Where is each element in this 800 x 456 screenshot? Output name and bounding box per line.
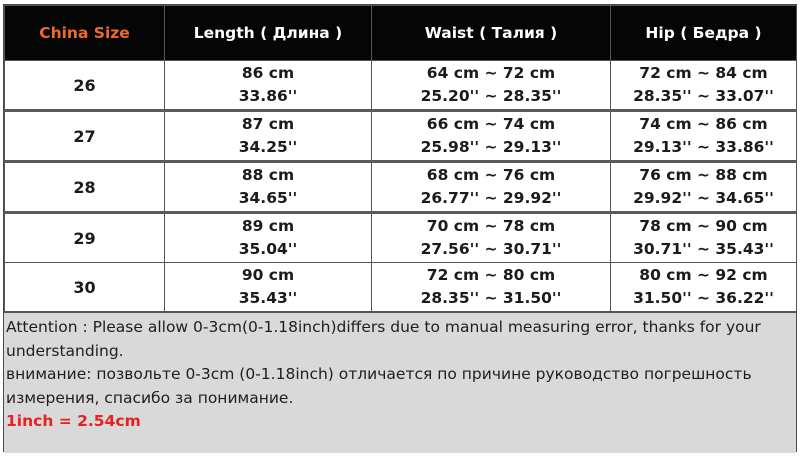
- header-hip: Hip ( Бедра ): [611, 6, 797, 61]
- hip-cm: 78 cm ~ 90 cm: [639, 217, 768, 235]
- header-row: [5, 6, 797, 61]
- hip-inch: 30.71'' ~ 35.43'': [633, 240, 774, 258]
- length-inch: 35.04'': [238, 240, 298, 258]
- hip-inch: 29.13'' ~ 33.86'': [633, 138, 774, 156]
- header-china-size: China Size: [5, 6, 165, 61]
- hip-cell: [611, 61, 797, 111]
- waist-cell: [372, 61, 611, 111]
- hip-cell: [611, 213, 797, 263]
- size-chart: [3, 4, 797, 452]
- waist-cell: [372, 111, 611, 162]
- length-inch: 34.65'': [238, 189, 298, 207]
- size-cell: 27: [5, 111, 165, 162]
- size-cell: 26: [5, 61, 165, 111]
- length-cell: [165, 61, 372, 111]
- hip-cell: [611, 111, 797, 162]
- length-inch: 34.25'': [238, 138, 298, 156]
- waist-cm: 68 cm ~ 76 cm: [426, 166, 556, 184]
- notes-panel: [4, 312, 796, 453]
- waist-inch: 28.35'' ~ 31.50'': [420, 289, 562, 307]
- hip-cm: 80 cm ~ 92 cm: [639, 266, 768, 284]
- length-cm: 90 cm: [241, 266, 295, 284]
- waist-inch: 27.56'' ~ 30.71'': [420, 240, 562, 258]
- attention-russian: внимание: позвольте 0-3cm (0-1.18inch) отличается по причине руководство погрешность измерения, спасибо за понимание.: [6, 365, 752, 407]
- waist-cm: 70 cm ~ 78 cm: [426, 217, 556, 235]
- table-row: [5, 61, 797, 111]
- length-cm: 88 cm: [241, 166, 295, 184]
- hip-cm: 72 cm ~ 84 cm: [639, 64, 768, 82]
- hip-inch: 29.92'' ~ 34.65'': [633, 189, 774, 207]
- size-cell: 30: [5, 263, 165, 312]
- size-table: [4, 5, 797, 312]
- table-row: [5, 213, 797, 263]
- length-cell: [165, 162, 372, 213]
- size-cell: 28: [5, 162, 165, 213]
- waist-cm: 72 cm ~ 80 cm: [426, 266, 556, 284]
- waist-inch: 26.77'' ~ 29.92'': [420, 189, 562, 207]
- length-cm: 89 cm: [241, 217, 295, 235]
- hip-inch: 31.50'' ~ 36.22'': [633, 289, 774, 307]
- hip-cell: [611, 263, 797, 312]
- table-row: [5, 162, 797, 213]
- waist-cm: 66 cm ~ 74 cm: [426, 115, 556, 133]
- hip-cm: 76 cm ~ 88 cm: [639, 166, 768, 184]
- hip-cell: [611, 162, 797, 213]
- waist-cell: [372, 162, 611, 213]
- length-inch: 33.86'': [238, 87, 298, 105]
- waist-cell: [372, 213, 611, 263]
- hip-inch: 28.35'' ~ 33.07'': [633, 87, 774, 105]
- length-cell: [165, 213, 372, 263]
- header-length: Length ( Длина ): [165, 6, 372, 61]
- length-inch: 35.43'': [238, 289, 298, 307]
- length-cm: 86 cm: [241, 64, 295, 82]
- length-cm: 87 cm: [241, 115, 295, 133]
- waist-inch: 25.20'' ~ 28.35'': [420, 87, 562, 105]
- hip-cm: 74 cm ~ 86 cm: [639, 115, 768, 133]
- attention-english: Attention : Please allow 0-3cm(0-1.18inch)differs due to manual measuring error, thanks for your understanding.: [6, 318, 761, 360]
- waist-cm: 64 cm ~ 72 cm: [426, 64, 556, 82]
- table-row: [5, 111, 797, 162]
- length-cell: [165, 111, 372, 162]
- inch-conversion: 1inch = 2.54cm: [6, 412, 141, 430]
- header-waist: Waist ( Талия ): [372, 6, 611, 61]
- waist-cell: [372, 263, 611, 312]
- table-row: [5, 263, 797, 312]
- size-cell: 29: [5, 213, 165, 263]
- length-cell: [165, 263, 372, 312]
- waist-inch: 25.98'' ~ 29.13'': [420, 138, 562, 156]
